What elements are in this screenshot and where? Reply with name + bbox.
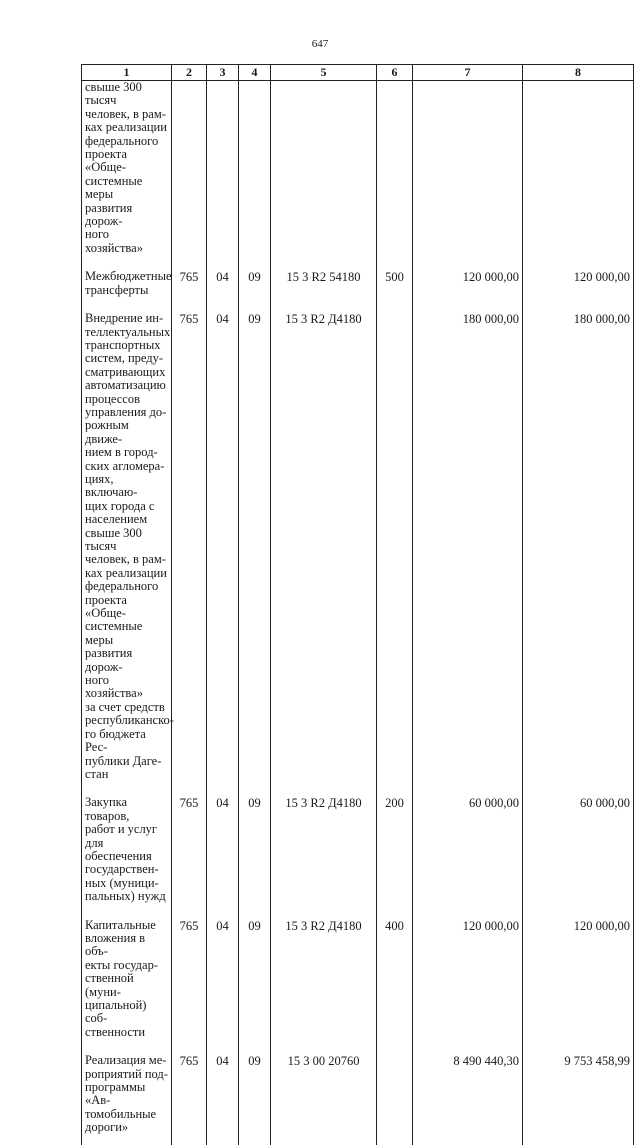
target-article: 15 3 R2 Д4180 [271,312,377,796]
subsection-code: 09 [239,919,271,1055]
amount-year-1: 120 000,00 [413,919,523,1055]
expense-type: 400 [377,919,413,1055]
description-line: проекта «Обще- [85,592,127,621]
row-description [82,1054,172,1144]
description-line: го бюджета Рес- [85,726,146,755]
description-line: развития дорож- [85,646,133,674]
department-code [172,81,207,271]
header-col-6: 6 [377,65,413,81]
description-line: транспортных [85,337,161,352]
header-col-1: 1 [82,65,172,81]
subsection-code: 09 [239,796,271,918]
description-line: систем, преду- [85,351,164,366]
target-article: 15 3 R2 54180 [271,270,377,312]
description-line: роприятий под- [85,1066,168,1081]
header-col-8: 8 [523,65,634,81]
description-line: свыше 300 тысяч [85,525,142,553]
row-description [82,796,172,918]
amount-year-1: 120 000,00 [413,270,523,312]
description-line: ципальной) соб- [85,998,147,1026]
description-line: Реализация ме- [85,1053,167,1068]
description-line: процессов [85,391,140,406]
description-line: человек, в рам- [85,552,166,567]
header-col-5: 5 [271,65,377,81]
amount-year-1: 60 000,00 [413,796,523,918]
page-number: 647 [311,38,329,50]
header-col-7: 7 [413,65,523,81]
section-code: 04 [207,270,239,312]
description-line: Внедрение ин- [85,311,164,326]
header-col-4: 4 [239,65,271,81]
expense-type: 500 [377,270,413,312]
table-row [82,1054,634,1144]
description-line: республиканско- [85,713,174,728]
expense-type [377,1054,413,1144]
description-line: ках реализации [85,120,167,135]
table-row [82,81,634,271]
row-description [82,270,172,312]
description-line: пальных) нужд [85,889,166,904]
description-line: теллектуальных [85,324,171,339]
description-line: развития дорож- [85,200,133,229]
description-line: для обеспечения [85,835,152,863]
description-line: федерального [85,133,159,148]
row-description [82,312,172,796]
description-line: публики Даге- [85,753,162,768]
description-line: ного хозяйства» [85,227,143,255]
description-line: человек, в рам- [85,106,166,121]
table-body [82,81,634,1145]
description-line: рожным движе- [85,418,129,446]
expense-type [377,312,413,796]
description-line: стан [85,766,109,781]
description-line: Закупка товаров, [85,795,130,823]
description-line: ках реализации [85,565,167,580]
budget-table [81,64,634,1145]
description-line: управления до- [85,404,167,419]
row-description [82,919,172,1055]
header-col-2: 2 [172,65,207,81]
table-row [82,312,634,796]
target-article: 15 3 00 20760 [271,1054,377,1144]
expense-type [377,81,413,271]
section-code: 04 [207,312,239,796]
section-code: 04 [207,919,239,1055]
target-article: 15 3 R2 Д4180 [271,919,377,1055]
table-row [82,919,634,1055]
description-line: системные меры [85,619,143,647]
amount-year-2: 120 000,00 [523,919,634,1055]
expense-type: 200 [377,796,413,918]
amount-year-2: 9 753 458,99 [523,1054,634,1144]
description-line: циях, включаю- [85,471,138,500]
section-code: 04 [207,796,239,918]
description-line: щих города с [85,498,155,513]
amount-year-2: 60 000,00 [523,796,634,918]
header-col-3: 3 [207,65,239,81]
description-line: Капитальные [85,917,156,932]
description-line: ственной (муни- [85,971,134,999]
subsection-code: 09 [239,312,271,796]
description-line: Межбюджетные [85,269,172,284]
description-line: нием в город- [85,445,158,460]
header-row [82,65,634,81]
amount-year-2: 180 000,00 [523,312,634,796]
amount-year-2 [523,81,634,271]
description-line: проекта «Обще- [85,147,127,175]
table-row [82,796,634,918]
department-code: 765 [172,1054,207,1144]
description-line: программы «Ав- [85,1080,146,1108]
subsection-code: 09 [239,270,271,312]
description-line: трансферты [85,282,149,297]
description-line: екты государ- [85,957,158,972]
description-line: работ и услуг [85,822,158,837]
subsection-code: 09 [239,1054,271,1144]
amount-year-1: 8 490 440,30 [413,1054,523,1144]
department-code: 765 [172,312,207,796]
description-line: системные меры [85,173,143,202]
description-line: государствен- [85,862,159,877]
description-line: за счет средств [85,699,165,714]
target-article [271,81,377,271]
description-line: ных (муници- [85,875,159,890]
subsection-code [239,81,271,271]
department-code: 765 [172,919,207,1055]
description-line: автоматизацию [85,378,166,393]
department-code: 765 [172,270,207,312]
amount-year-1: 180 000,00 [413,312,523,796]
description-line: дороги» [85,1120,129,1135]
table-row [82,270,634,312]
amount-year-2: 120 000,00 [523,270,634,312]
target-article: 15 3 R2 Д4180 [271,796,377,918]
description-line: свыше 300 тысяч [85,80,142,108]
description-line: федерального [85,579,159,594]
amount-year-1 [413,81,523,271]
description-line: ственности [85,1024,146,1039]
department-code: 765 [172,796,207,918]
row-description [82,81,172,271]
description-line: ских агломера- [85,458,165,473]
description-line: ного хозяйства» [85,673,143,701]
description-line: томобильные [85,1106,157,1121]
description-line: сматривающих [85,364,166,379]
description-line: населением [85,512,148,527]
description-line: вложения в объ- [85,930,146,959]
section-code: 04 [207,1054,239,1144]
section-code [207,81,239,271]
